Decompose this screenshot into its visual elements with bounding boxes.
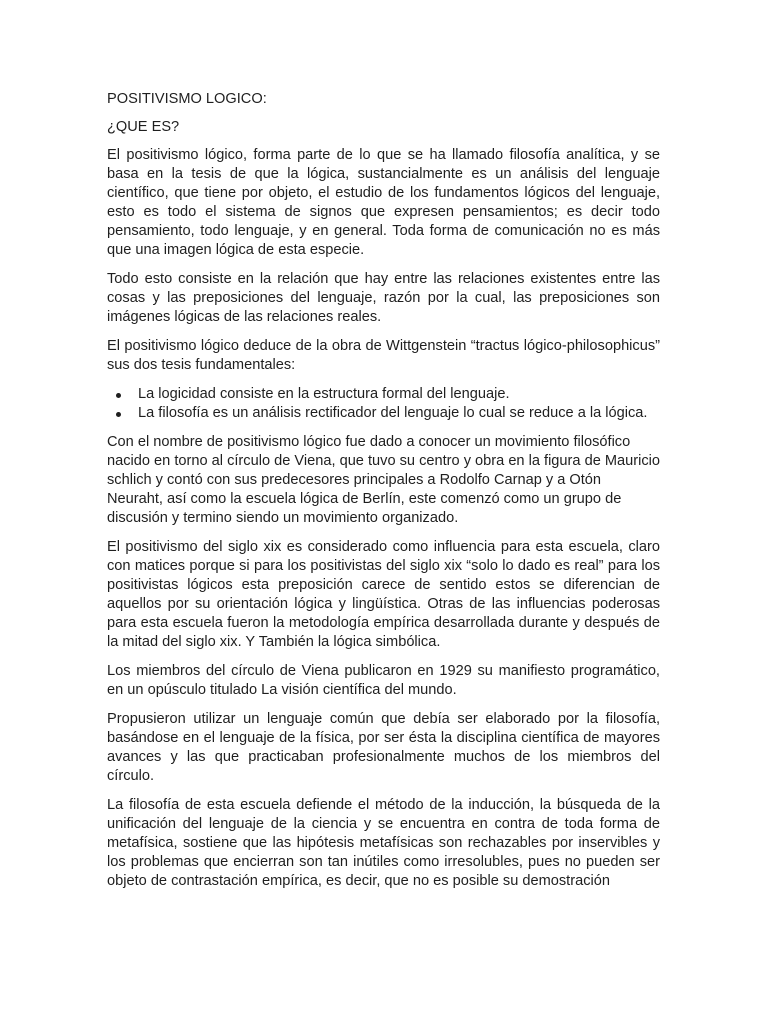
list-item-text: La logicidad consiste en la estructura formal del lenguaje. bbox=[138, 386, 510, 402]
list-item bbox=[107, 385, 660, 404]
thesis-list bbox=[107, 385, 660, 423]
bullet-icon bbox=[116, 412, 121, 417]
document-title: POSITIVISMO LOGICO: bbox=[107, 91, 267, 107]
paragraph-vienna-circle: Con el nombre de positivismo lógico fue dado a conocer un movimiento filosófico nacido en torno al círculo de Viena, que tuvo su centro y obra en la figura de Mauricio schlich y contó con sus predecesores principales a Rodolfo Carnap y a Otón Neuraht, así como la escuela lógica de Berlín, este comenzó como un grupo de discusión y termino siendo un movimiento organizado. bbox=[107, 434, 661, 526]
paragraph-manifesto: Los miembros del círculo de Viena publicaron en 1929 su manifiesto programático, en un opúsculo titulado La visión científica del mundo. bbox=[107, 663, 660, 698]
paragraph-definition: El positivismo lógico, forma parte de lo que se ha llamado filosofía analítica, y se basa en la tesis de que la lógica, sustancialmente es un análisis del lenguaje científico, que tiene por objeto, el estudio de los fundamentos lógicos del lenguaje, esto es todo el sistema de signos que expresen pensamientos; es decir todo pensamiento, todo lenguaje, y en general. Toda forma de comunicación no es más que una imagen lógica de esta especie. bbox=[107, 147, 660, 258]
list-item-text: La filosofía es un análisis rectificador del lenguaje lo cual se reduce a la lógica. bbox=[138, 405, 648, 421]
paragraph-common-language: Propusieron utilizar un lenguaje común que debía ser elaborado por la filosofía, basándose en el lenguaje de la física, por ser ésta la disciplina científica de mayores avances y las que practicaban profesionalmente muchos de los miembros del círculo. bbox=[107, 711, 660, 784]
paragraph-induction: La filosofía de esta escuela defiende el método de la inducción, la búsqueda de la unificación del lenguaje de la ciencia y se encuentra en contra de toda forma de metafísica, sostiene que las hipótesis metafísicas son rechazables por inservibles y los problemas que encierran son tan inútiles como irresolubles, pues no pueden ser objeto de contrastación empírica, es decir, que no es posible su demostración bbox=[107, 797, 660, 889]
paragraph-wittgenstein: El positivismo lógico deduce de la obra de Wittgenstein “tractus lógico-philosophicus” sus dos tesis fundamentales: bbox=[107, 338, 660, 373]
paragraph-influences: El positivismo del siglo xix es considerado como influencia para esta escuela, claro con matices porque si para los positivistas del siglo xix “solo lo dado es real” para los positivistas lógicos esta preposición carece de sentido estos se diferencian de aquellos por su orientación lógica y lingüística. Otras de las influencias poderosas para esta escuela fueron la metodología empírica desarrollada durante y después de la mitad del siglo xix. Y También la lógica simbólica. bbox=[107, 539, 660, 650]
paragraph-relations: Todo esto consiste en la relación que hay entre las relaciones existentes entre las cosas y las preposiciones del lenguaje, razón por la cual, las preposiciones son imágenes lógicas de las relaciones reales. bbox=[107, 271, 660, 325]
list-item bbox=[107, 404, 660, 423]
bullet-icon bbox=[116, 393, 121, 398]
document-subtitle: ¿QUE ES? bbox=[107, 119, 180, 135]
document-page bbox=[107, 90, 660, 901]
